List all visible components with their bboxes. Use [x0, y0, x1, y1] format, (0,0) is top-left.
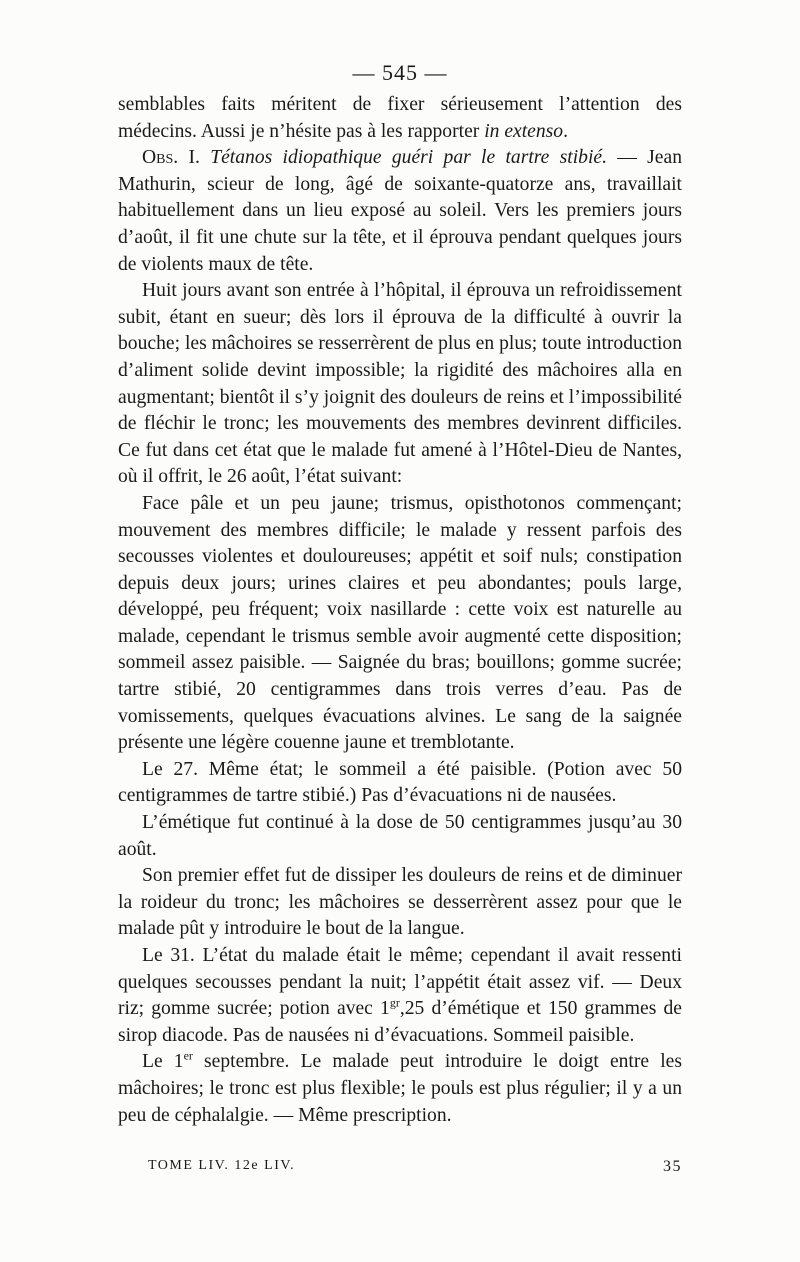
signature-mark: TOME LIV. 12e LIV. [148, 1158, 296, 1173]
folio-number: 35 [663, 1158, 682, 1175]
observation-title: Tétanos idiopathique guéri par le tartre stibié. [210, 147, 607, 169]
paragraph-7: Son premier effet fut de dissiper les douleurs de reins et de diminuer la roideur du tronc; les mâchoires se desserrèrent assez pour que le malade pût y introduire le bout de la langue. [118, 865, 682, 940]
paragraph-1 [118, 92, 682, 145]
paragraph-9 [118, 1049, 682, 1129]
body-text [118, 92, 682, 1129]
paragraph-observation [118, 145, 682, 278]
paragraph-1-text: semblables faits méritent de fixer sérieusement l’attention des médecins. Aussi je n’hésite pas à les rapporter [118, 94, 682, 142]
paragraph-1-tail: . [563, 120, 568, 142]
paragraph-9-sup: er [183, 1048, 193, 1063]
paragraph-8-sup: gr [389, 995, 400, 1010]
observation-label: Obs. I. [142, 147, 200, 169]
paragraph-9-text-after: septembre. Le malade peut introduire le doigt entre les mâchoires; le tronc est plus flexible; le pouls est plus régulier; il y a un peu de céphalalgie. — Même prescription. [118, 1051, 682, 1126]
paragraph-8 [118, 943, 682, 1049]
paragraph-1-emphasis: in extenso [484, 120, 564, 142]
paragraph-9-text-before: Le 1 [142, 1051, 184, 1073]
paragraph-4: Face pâle et un peu jaune; trismus, opisthotonos commençant; mouvement des membres difficile; le malade y ressent parfois des secousses violentes et douloureuses; appétit et soif nuls; constipation depuis deux jours; urines claires et peu abondantes; pouls large, développé, peu fréquent; voix nasillarde : cette voix est naturelle au malade, cependant le trismus semble avoir augmenté cette disposition; sommeil assez paisible. — Saignée du bras; bouillons; gomme sucrée; tartre stibié, 20 centigrammes dans trois verres d’eau. Pas de vomissements, quelques évacuations alvines. Le sang de la saignée présente une légère couenne jaune et tremblotante. [118, 492, 682, 754]
paragraph-6: L’émétique fut continué à la dose de 50 centigrammes jusqu’au 30 août. [118, 812, 682, 860]
observation-text: — Jean Mathurin, scieur de long, âgé de soixante-quatorze ans, travaillait habituellement dans un lieu exposé au soleil. Vers les premiers jours d’août, il fit une chute sur la tête, et il éprouva pendant quelques jours de violents maux de tête. [118, 147, 682, 275]
paragraph-8-text-before: Le 31. L’état du malade était le même; cependant il avait ressenti quelques secousses pendant la nuit; l’appétit était assez vif. — Deux riz; gomme sucrée; potion avec 1 [118, 945, 682, 1020]
page-number: — 545 — [352, 60, 448, 85]
paragraph-8-text-after: ,25 d’émétique et 150 grammes de sirop diacode. Pas de nausées ni d’évacuations. Sommeil paisible. [118, 998, 682, 1046]
paragraph-3: Huit jours avant son entrée à l’hôpital, il éprouva un refroidissement subit, étant en sueur; dès lors il éprouva de la difficulté à ouvrir la bouche; les mâchoires se resserrèrent de plus en plus; toute introduction d’aliment solide devint impossible; la rigidité des mâchoires alla en augmentant; bientôt il s’y joignit des douleurs de reins et l’impossibilité de fléchir le tronc; les mouvements des membres devinrent difficiles. Ce fut dans cet état que le malade fut amené à l’Hôtel-Dieu de Nantes, où il offrit, le 26 août, l’état suivant: [118, 280, 682, 488]
paragraph-5: Le 27. Même état; le sommeil a été paisible. (Potion avec 50 centigrammes de tartre stibié.) Pas d’évacuations ni de nausées. [118, 758, 682, 807]
